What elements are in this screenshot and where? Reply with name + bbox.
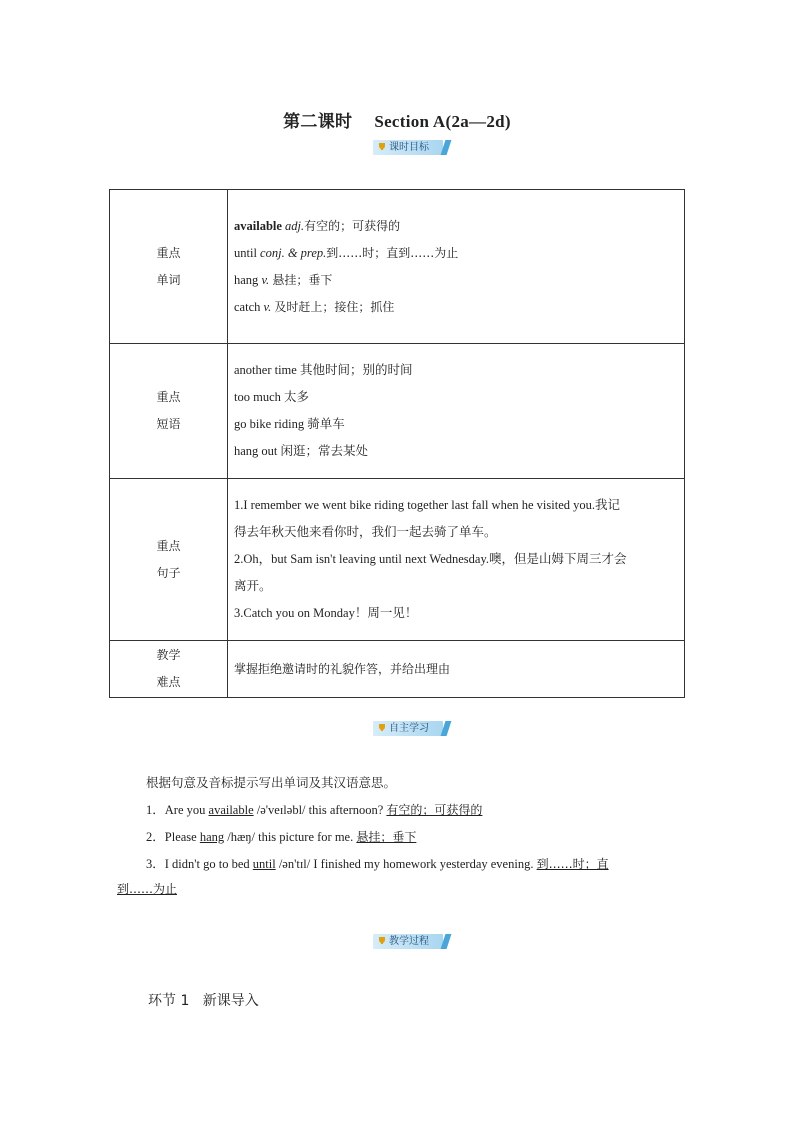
tag-label: 教学过程 (389, 936, 429, 947)
row-body: another time 其他时间；别的时间 too much 太多 go bike riding 骑单车 hang out 闲逛；常去某处 (228, 344, 685, 479)
page-title: 第二课时 Section A(2a—2d) (283, 112, 511, 131)
row-head: 重点 单词 (110, 190, 228, 344)
row-head: 重点 短语 (110, 344, 228, 479)
section-tag-objectives (373, 140, 449, 155)
table-row (110, 479, 685, 641)
row-head: 教学 难点 (110, 641, 228, 698)
section-tag-process (373, 934, 449, 949)
trophy-icon (378, 937, 386, 945)
table-row (110, 344, 685, 479)
step-heading: 环节 1 新课导入 (148, 993, 259, 1009)
table-row (110, 190, 685, 344)
tag-label: 自主学习 (389, 723, 429, 734)
exercise-item: 1．Are you available /ə'veɪləbl/ this afternoon? 有空的；可获得的 (146, 803, 483, 817)
trophy-icon (378, 143, 386, 151)
exercise-item: 2．Please hang /hæŋ/ this picture for me. 悬挂；垂下 (146, 830, 417, 844)
section-tag-self-study (373, 721, 449, 736)
row-head: 重点 句子 (110, 479, 228, 641)
row-body: 掌握拒绝邀请时的礼貌作答，并给出理由 (228, 641, 685, 698)
tag-label: 课时目标 (389, 142, 429, 153)
table-row (110, 641, 685, 698)
row-body: 1.I remember we went bike riding together last fall when he visited you.我记 得去年秋天他来看你时，我们一起去骑了单车。 2.Oh，but Sam isn't leaving until next Wednesday.噢，但是山姆下周三才会 离开。 3.Catch you on Monday！周一见！ (228, 479, 685, 641)
exercise-item-cont: 到……为止 (117, 882, 178, 896)
trophy-icon (378, 724, 386, 732)
row-body: available adj.有空的；可获得的 until conj. & prep.到……时；直到……为止 hang v. 悬挂；垂下 catch v. 及时赶上；接住；抓住 (228, 190, 685, 344)
objectives-table (109, 189, 685, 698)
exercise-item: 3．I didn't go to bed until /ən'tɪl/ I finished my homework yesterday evening. 到……时；直 (146, 857, 609, 871)
instruction: 根据句意及音标提示写出单词及其汉语意思。 (146, 775, 397, 790)
